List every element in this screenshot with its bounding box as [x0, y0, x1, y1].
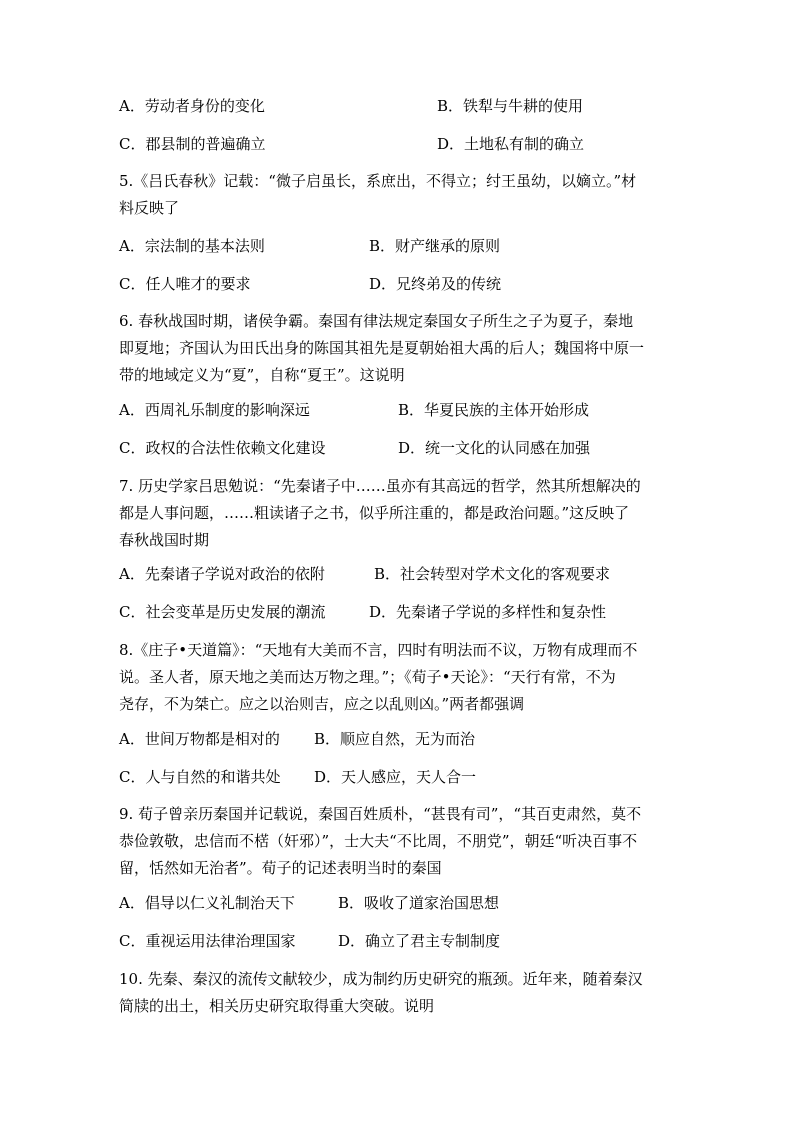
q7-options-2 — [119, 600, 606, 624]
q6-option-c[interactable]: C．政权的合法性依赖文化建设 — [119, 439, 326, 457]
option-row — [119, 436, 590, 460]
q6-stem-line-3: 带的地域定义为“夏”，自称“夏王”。这说明 — [119, 366, 405, 384]
q4-option-d[interactable]: D．土地私有制的确立 — [437, 135, 585, 153]
q5-stem-line-2: 料反映了 — [119, 199, 180, 217]
q8-option-b[interactable]: B．顺应自然，无为而治 — [314, 730, 476, 748]
q9-stem-line-1: 9. 荀子曾亲历秦国并记载说，秦国百姓质朴，“甚畏有司”，“其百吏肃然，莫不 — [119, 805, 642, 823]
q9-stem-line-2: 恭俭敦敬，忠信而不楛（奸邪）”，士大夫“不比周，不朋党”，朝廷“听决百事不 — [119, 832, 638, 850]
q7-option-a[interactable]: A．先秦诸子学说对政治的依附 — [119, 565, 325, 583]
q9-stem-line-3: 留，恬然如无治者”。荀子的记述表明当时的秦国 — [119, 859, 442, 877]
q4-option-a[interactable]: A．劳动者身份的变化 — [119, 97, 265, 115]
q8-options — [119, 727, 475, 751]
q9-option-c[interactable]: C．重视运用法律治理国家 — [119, 932, 296, 950]
q5-option-b[interactable]: B．财产继承的原则 — [369, 237, 501, 255]
q5-stem-line-1: 5.《吕氏春秋》记载：“微子启虽长，系庶出，不得立；纣王虽幼，以嫡立。”材 — [119, 172, 637, 190]
q10-stem — [119, 968, 643, 1022]
q6-stem-line-1: 6. 春秋战国时期，诸侯争霸。秦国有律法规定秦国女子所生之子为夏子，秦地 — [119, 312, 634, 330]
q7-option-c[interactable]: C．社会变革是历史发展的潮流 — [119, 603, 326, 621]
q5-option-d[interactable]: D．兄终弟及的传统 — [369, 275, 502, 293]
q9-option-a[interactable]: A．倡导以仁义礼制治天下 — [119, 894, 295, 912]
q7-option-d[interactable]: D．先秦诸子学说的多样性和复杂性 — [369, 603, 607, 621]
option-row — [119, 398, 589, 422]
q4-option-b[interactable]: B．铁犁与牛耕的使用 — [437, 97, 584, 115]
q9-option-b[interactable]: B．吸收了道家治国思想 — [338, 894, 500, 912]
q7-stem-line-3: 春秋战国时期 — [119, 531, 210, 549]
q6-options — [119, 398, 589, 422]
q4-options-2 — [119, 132, 584, 156]
option-row — [119, 132, 584, 156]
option-row — [119, 765, 476, 789]
q6-stem-line-2: 即夏地；齐国认为田氏出身的陈国其祖先是夏朝始祖大禹的后人；魏国将中原一 — [119, 339, 645, 357]
q5-options-2 — [119, 272, 501, 296]
option-row — [119, 929, 500, 953]
q7-options — [119, 562, 610, 586]
q8-stem — [119, 639, 637, 720]
q9-option-d[interactable]: D．确立了君主专制制度 — [338, 932, 501, 950]
q8-option-c[interactable]: C．人与自然的和谐共处 — [119, 768, 281, 786]
q6-options-2 — [119, 436, 590, 460]
q9-options-2 — [119, 929, 500, 953]
q8-option-a[interactable]: A．世间万物都是相对的 — [119, 730, 280, 748]
q8-options-2 — [119, 765, 476, 789]
q8-stem-line-2: 说。圣人者，原天地之美而达万物之理。”；《荀子•天论》：“天行有常，不为 — [119, 668, 616, 686]
q4-option-c[interactable]: C．郡县制的普遍确立 — [119, 135, 266, 153]
option-row — [119, 234, 500, 258]
q6-option-b[interactable]: B．华夏民族的主体开始形成 — [398, 401, 590, 419]
q7-stem — [119, 475, 641, 556]
q6-option-d[interactable]: D．统一文化的认同感在加强 — [398, 439, 591, 457]
q5-option-c[interactable]: C．任人唯才的要求 — [119, 275, 251, 293]
q4-options — [119, 94, 583, 118]
q7-stem-line-1: 7. 历史学家吕思勉说：“先秦诸子中……虽亦有其高远的哲学，然其所想解决的 — [119, 477, 641, 495]
q9-stem — [119, 803, 641, 884]
q7-option-b[interactable]: B．社会转型对学术文化的客观要求 — [374, 565, 611, 583]
option-row — [119, 94, 583, 118]
q10-stem-line-2: 简牍的出土，相关历史研究取得重大突破。说明 — [119, 997, 435, 1015]
option-row — [119, 272, 501, 296]
q8-stem-line-1: 8.《庄子•天道篇》：“天地有大美而不言，四时有明法而不议，万物有成理而不 — [119, 641, 638, 659]
q10-stem-line-1: 10. 先秦、秦汉的流传文献较少，成为制约历史研究的瓶颈。近年来，随着秦汉 — [119, 970, 643, 988]
q6-option-a[interactable]: A．西周礼乐制度的影响深远 — [119, 401, 310, 419]
option-row — [119, 562, 610, 586]
option-row — [119, 600, 606, 624]
q9-options — [119, 891, 499, 915]
q8-option-d[interactable]: D．天人感应，天人合一 — [314, 768, 477, 786]
q7-stem-line-2: 都是人事问题，……粗读诸子之书，似乎所注重的，都是政治问题。”这反映了 — [119, 504, 630, 522]
q5-stem — [119, 170, 636, 224]
q8-stem-line-3: 尧存，不为桀亡。应之以治则吉，应之以乱则凶。”两者都强调 — [119, 695, 525, 713]
q5-option-a[interactable]: A．宗法制的基本法则 — [119, 237, 265, 255]
option-row — [119, 891, 499, 915]
q6-stem — [119, 310, 644, 391]
option-row — [119, 727, 475, 751]
q5-options — [119, 234, 500, 258]
